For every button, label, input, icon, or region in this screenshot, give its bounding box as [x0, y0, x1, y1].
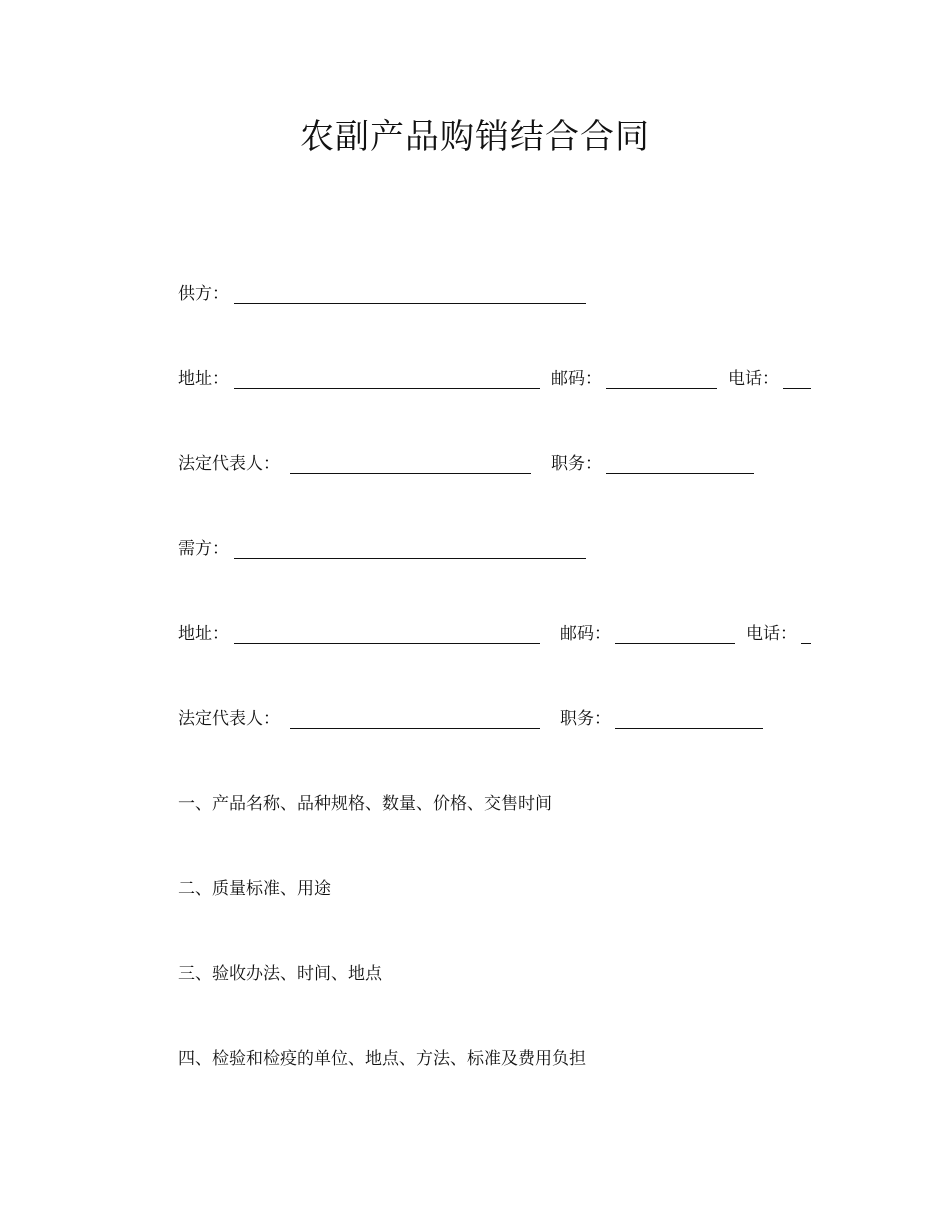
supplier-phone-label: 电话： — [728, 369, 779, 389]
buyer-postcode-field[interactable] — [615, 643, 735, 644]
supplier-name-row — [178, 280, 818, 308]
buyer-phone-field[interactable] — [801, 643, 811, 644]
supplier-rep-row — [178, 450, 818, 478]
supplier-phone-field[interactable] — [783, 388, 811, 389]
supplier-name-label: 供方： — [178, 284, 229, 304]
buyer-address-label: 地址： — [178, 624, 229, 644]
buyer-rep-row — [178, 705, 818, 733]
supplier-address-label: 地址： — [178, 369, 229, 389]
section-heading-1: 一、产品名称、品种规格、数量、价格、交售时间 — [178, 794, 552, 814]
supplier-postcode-field[interactable] — [606, 388, 717, 389]
buyer-rep-label: 法定代表人： — [178, 709, 280, 729]
page-title: 农副产品购销结合合同 — [300, 117, 650, 157]
buyer-rep-field[interactable] — [290, 728, 540, 729]
buyer-address-field[interactable] — [234, 643, 540, 644]
supplier-name-field[interactable] — [234, 303, 586, 304]
buyer-address-row — [178, 620, 818, 648]
supplier-position-label: 职务： — [551, 454, 602, 474]
buyer-position-label: 职务： — [560, 709, 611, 729]
section-heading-3: 三、验收办法、时间、地点 — [178, 964, 382, 984]
buyer-position-field[interactable] — [615, 728, 763, 729]
supplier-postcode-label: 邮码： — [551, 369, 602, 389]
supplier-rep-field[interactable] — [290, 473, 531, 474]
supplier-address-field[interactable] — [234, 388, 540, 389]
supplier-address-row — [178, 365, 818, 393]
section-heading-2: 二、质量标准、用途 — [178, 879, 331, 899]
buyer-phone-label: 电话： — [746, 624, 797, 644]
section-heading-4: 四、检验和检疫的单位、地点、方法、标准及费用负担 — [178, 1049, 586, 1069]
buyer-name-row — [178, 535, 818, 563]
supplier-rep-label: 法定代表人： — [178, 454, 280, 474]
buyer-name-field[interactable] — [234, 558, 586, 559]
buyer-name-label: 需方： — [178, 539, 229, 559]
buyer-postcode-label: 邮码： — [560, 624, 611, 644]
supplier-position-field[interactable] — [606, 473, 754, 474]
